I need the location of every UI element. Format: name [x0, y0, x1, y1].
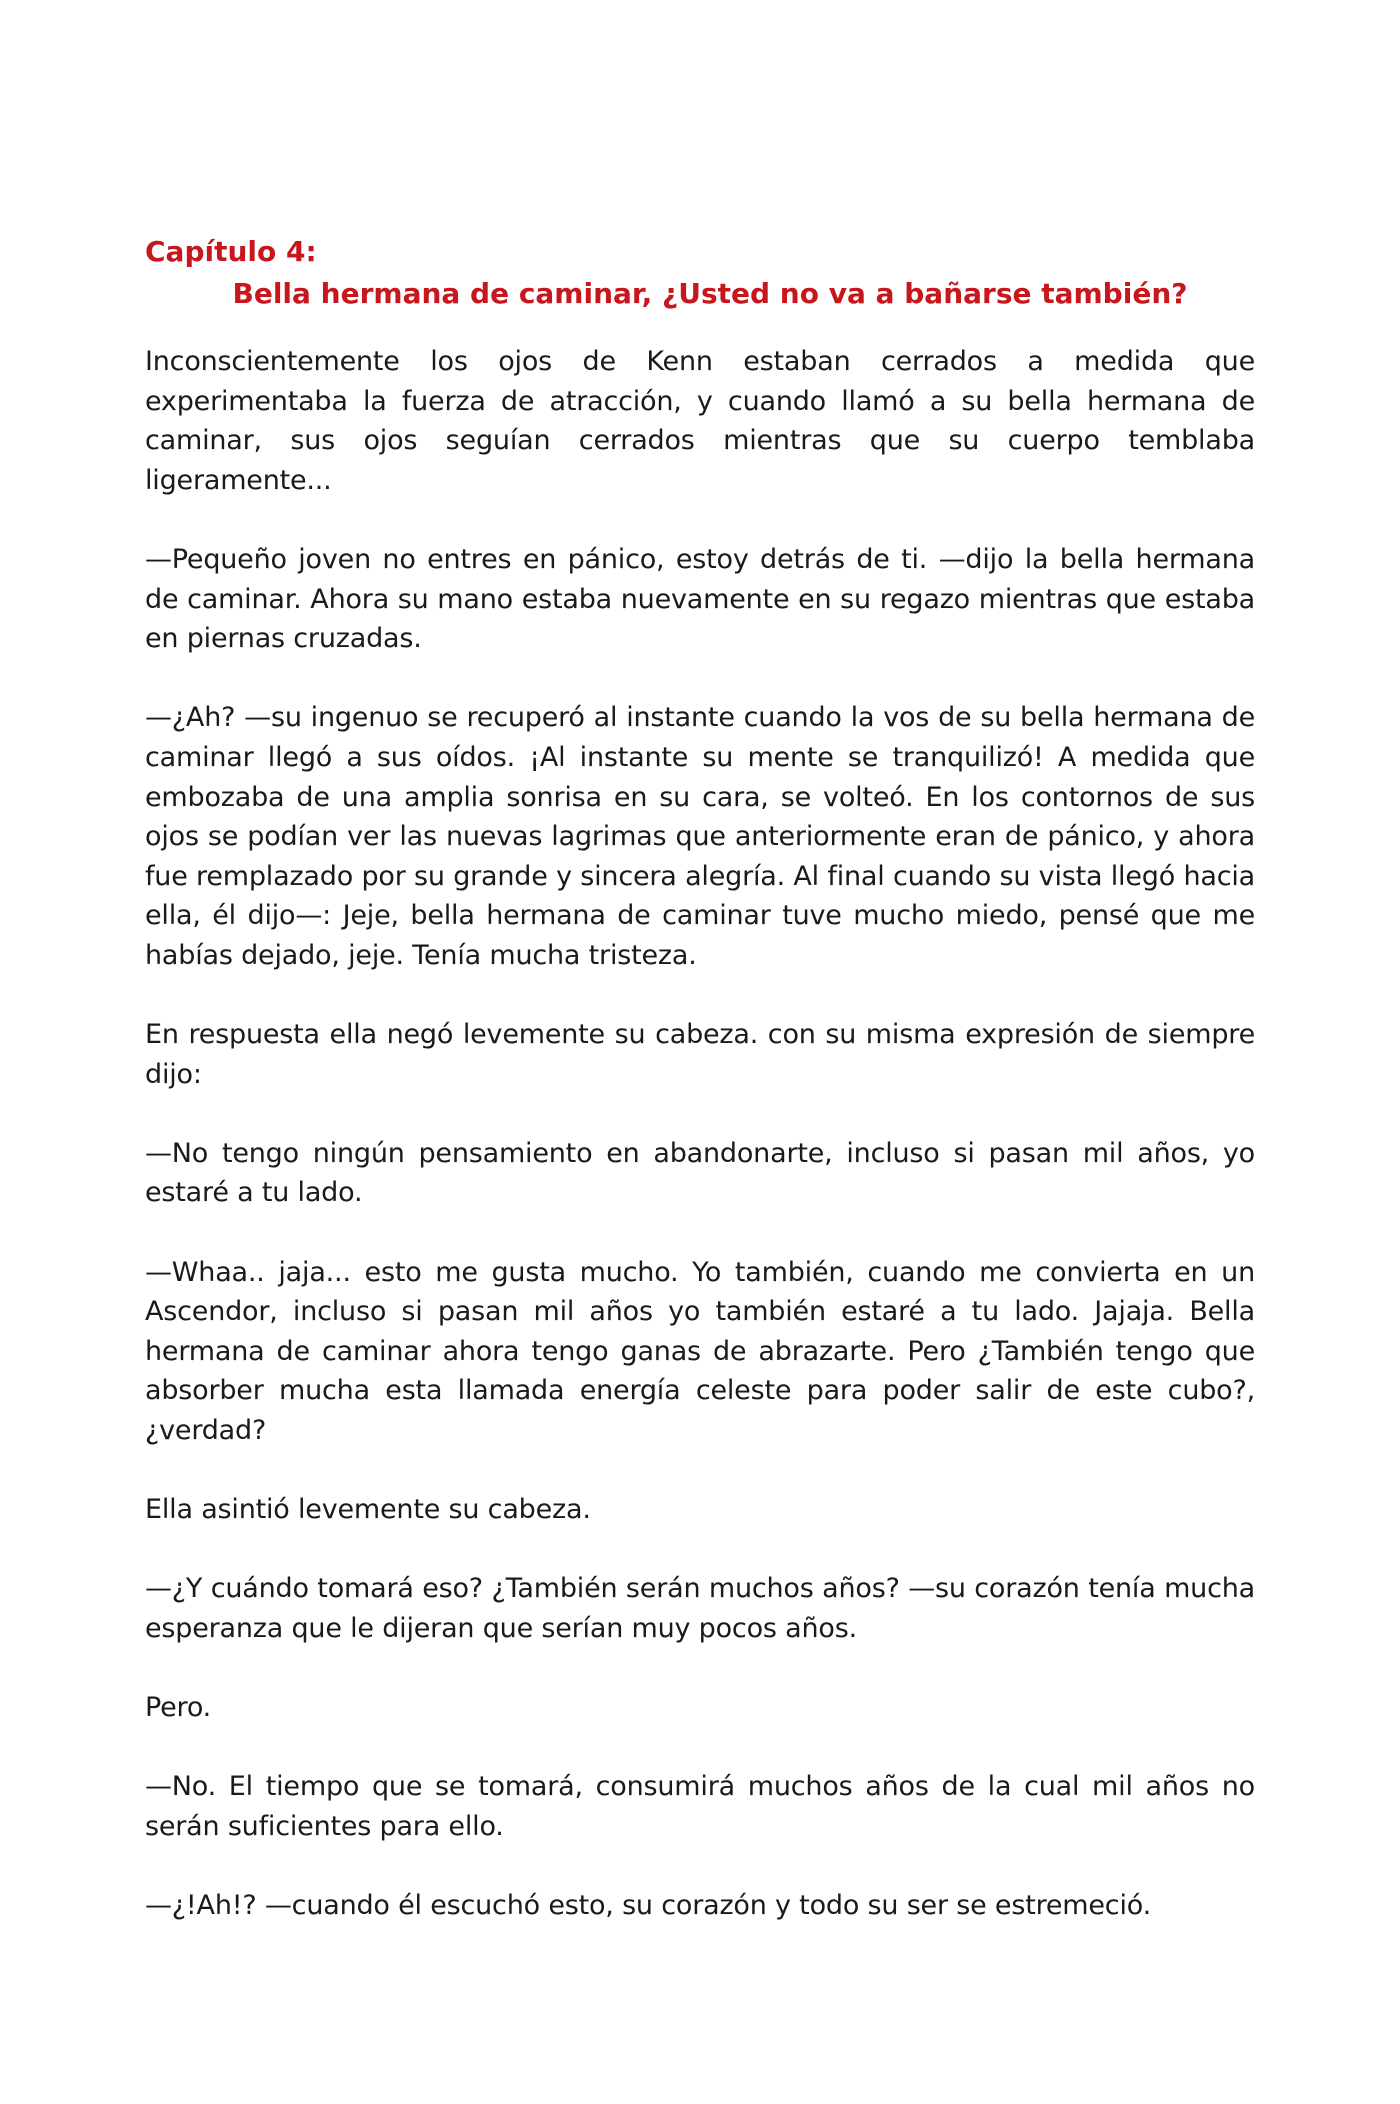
paragraph: —Pequeño joven no entres en pánico, estoy detrás de ti. —dijo la bella hermana de caminar. Ahora su mano estaba nuevamente en su regazo mientras que estaba en piernas cruzadas.	[145, 543, 1255, 655]
chapter-body	[145, 342, 1255, 1926]
paragraph: —¿Y cuándo tomará eso? ¿También serán muchos años? —su corazón tenía mucha esperanza que le dijeran que serían muy pocos años.	[145, 1573, 1255, 1644]
paragraph: Inconscientemente los ojos de Kenn estaban cerrados a medida que experimentaba la fuerza de atracción, y cuando llamó a su bella hermana de caminar, sus ojos seguían cerrados mientras que su cuerpo temblaba ligeramente...	[145, 346, 1255, 496]
paragraph: —¿!Ah!? —cuando él escuchó esto, su corazón y todo su ser se estremeció.	[145, 1890, 1151, 1922]
paragraph: —¿Ah? —su ingenuo se recuperó al instante cuando la vos de su bella hermana de caminar llegó a sus oídos. ¡Al instante su mente se tranquilizó! A medida que embozaba de una amplia sonrisa en su cara, se volteó. En los contornos de sus ojos se podían ver las nuevas lagrimas que anteriormente eran de pánico, y ahora fue remplazado por su grande y sincera alegría. Al final cuando su vista llegó hacia ella, él dijo—: Jeje, bella hermana de caminar tuve mucho miedo, pensé que me habías dejado, jeje. Tenía mucha tristeza.	[145, 702, 1255, 971]
document-page	[145, 232, 1255, 1926]
paragraph: —No tengo ningún pensamiento en abandonarte, incluso si pasan mil años, yo estaré a tu lado.	[145, 1137, 1255, 1209]
chapter-title: Bella hermana de caminar, ¿Usted no va a bañarse también?	[232, 277, 1188, 310]
paragraph: —Whaa.. jaja... esto me gusta mucho. Yo también, cuando me convierta en un Ascendor, incluso si pasan mil años yo también estaré a tu lado. Jajaja. Bella hermana de caminar ahora tengo ganas de abrazarte. Pero ¿También tengo que absorber mucha esta llamada energía celeste para poder salir de este cubo?, ¿verdad?	[145, 1256, 1255, 1447]
paragraph: Ella asintió levemente su cabeza.	[145, 1494, 591, 1526]
paragraph: Pero.	[145, 1692, 212, 1724]
paragraph: En respuesta ella negó levemente su cabeza. con su misma expresión de siempre dijo:	[145, 1019, 1255, 1090]
chapter-label: Capítulo 4:	[145, 235, 317, 268]
paragraph: —No. El tiempo que se tomará, consumirá muchos años de la cual mil años no serán suficientes para ello.	[145, 1771, 1255, 1842]
